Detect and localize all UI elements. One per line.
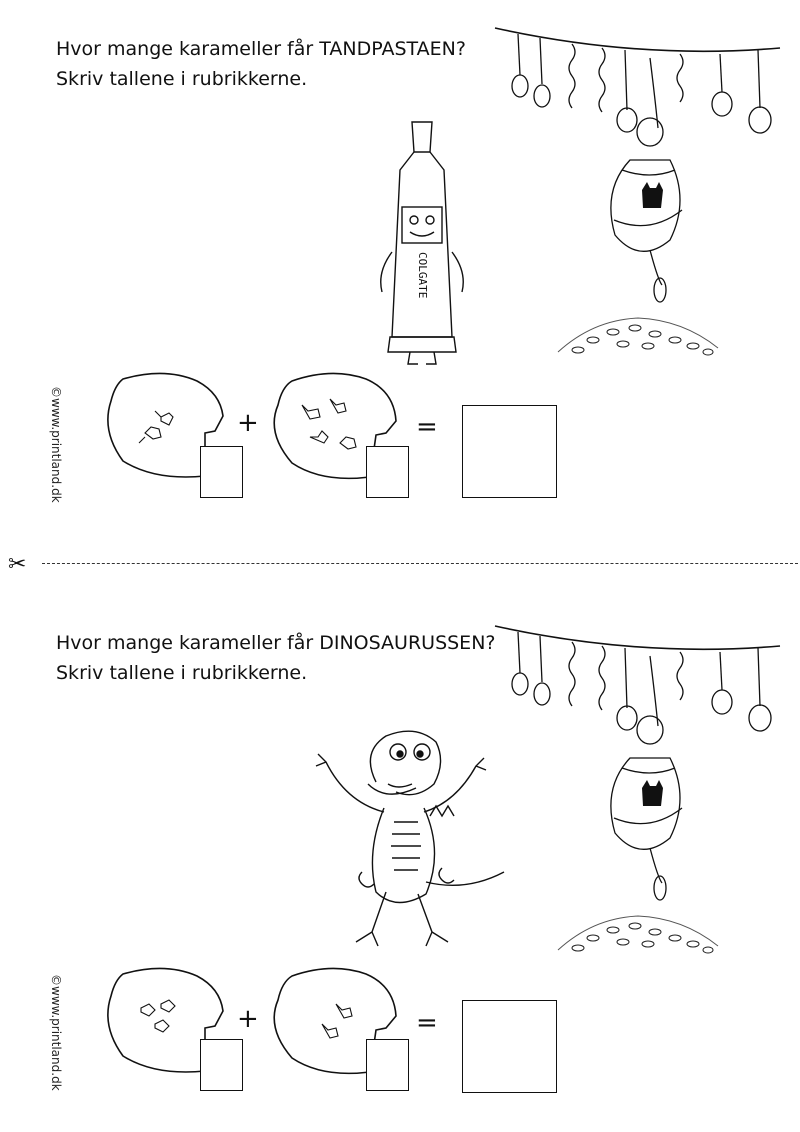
question-line-2: Skriv tallene i rubrikkerne.: [56, 662, 308, 684]
answer-box-left[interactable]: [200, 1039, 243, 1091]
question-line-1: Hvor mange karameller får TANDPASTAEN?: [56, 38, 466, 60]
exercise-section-2: [0, 602, 800, 1132]
copyright-text: ©www.printland.dk: [49, 974, 63, 1091]
answer-box-left[interactable]: [200, 446, 243, 498]
question-line-2: Skriv tallene i rubrikkerne.: [56, 68, 308, 90]
question-text: [56, 34, 466, 94]
equals-sign: =: [416, 412, 438, 442]
equals-sign: =: [416, 1008, 438, 1038]
toothpaste-tube-character: [372, 112, 472, 367]
copyright-text: ©www.printland.dk: [49, 386, 63, 503]
answer-box-total[interactable]: [462, 405, 557, 498]
dinosaur-character: [306, 722, 511, 962]
cut-line: [42, 563, 798, 564]
question-text: [56, 628, 496, 688]
answer-box-right[interactable]: [366, 1039, 409, 1091]
answer-box-total[interactable]: [462, 1000, 557, 1093]
exercise-section-1: [0, 0, 800, 530]
scissors-icon: ✂: [8, 552, 27, 577]
plus-sign: +: [237, 408, 259, 438]
candy-pile-illustration: [553, 300, 723, 360]
answer-box-right[interactable]: [366, 446, 409, 498]
tube-label: COLGATE: [416, 252, 429, 299]
plus-sign: +: [237, 1004, 259, 1034]
candy-pile-illustration: [553, 898, 723, 958]
question-line-1: Hvor mange karameller får DINOSAURUSSEN?: [56, 632, 496, 654]
